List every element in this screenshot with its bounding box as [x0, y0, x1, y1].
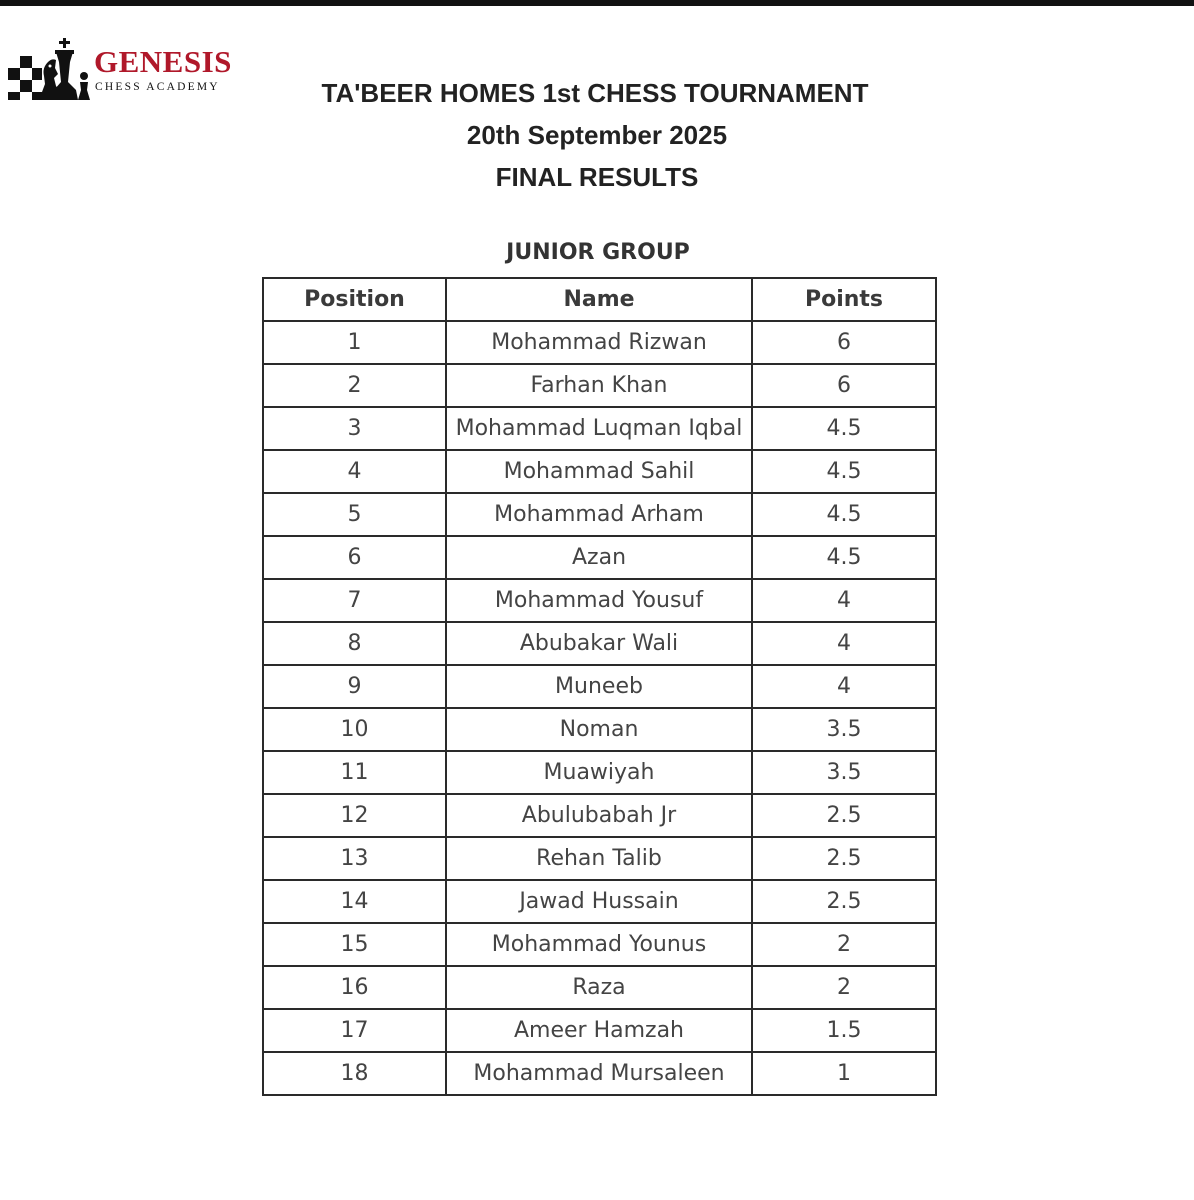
- cell-name: Mohammad Yousuf: [446, 579, 752, 622]
- column-header-name: Name: [446, 278, 752, 321]
- cell-points: 4: [752, 579, 936, 622]
- table-row: [263, 751, 936, 794]
- cell-name: Farhan Khan: [446, 364, 752, 407]
- table-row: [263, 622, 936, 665]
- cell-points: 2.5: [752, 837, 936, 880]
- table-row: [263, 493, 936, 536]
- cell-position: 4: [263, 450, 446, 493]
- tournament-date: 20th September 2025: [466, 120, 728, 150]
- cell-position: 8: [263, 622, 446, 665]
- cell-position: 17: [263, 1009, 446, 1052]
- cell-points: 6: [752, 321, 936, 364]
- cell-name: Muneeb: [446, 665, 752, 708]
- table-row: [263, 837, 936, 880]
- cell-position: 2: [263, 364, 446, 407]
- cell-points: 2.5: [752, 880, 936, 923]
- cell-points: 2: [752, 923, 936, 966]
- cell-name: Raza: [446, 966, 752, 1009]
- table-row: [263, 1009, 936, 1052]
- results-table: [262, 277, 937, 1096]
- top-border-bar: [0, 0, 1194, 6]
- cell-points: 4.5: [752, 493, 936, 536]
- cell-position: 12: [263, 794, 446, 837]
- cell-position: 11: [263, 751, 446, 794]
- cell-name: Noman: [446, 708, 752, 751]
- column-header-position: Position: [263, 278, 446, 321]
- table-row: [263, 665, 936, 708]
- table-row: [263, 321, 936, 364]
- cell-name: Abubakar Wali: [446, 622, 752, 665]
- results-heading: FINAL RESULTS: [495, 162, 699, 192]
- cell-points: 4.5: [752, 536, 936, 579]
- table-row: [263, 880, 936, 923]
- document-header: [0, 72, 1194, 198]
- table-row: [263, 966, 936, 1009]
- cell-points: 4.5: [752, 450, 936, 493]
- cell-points: 1.5: [752, 1009, 936, 1052]
- table-row: [263, 923, 936, 966]
- cell-name: Mohammad Arham: [446, 493, 752, 536]
- cell-name: Mohammad Mursaleen: [446, 1052, 752, 1095]
- cell-name: Jawad Hussain: [446, 880, 752, 923]
- cell-points: 4.5: [752, 407, 936, 450]
- cell-points: 3.5: [752, 708, 936, 751]
- cell-position: 18: [263, 1052, 446, 1095]
- logo-title: GENESIS: [94, 44, 232, 79]
- cell-position: 14: [263, 880, 446, 923]
- table-row: [263, 536, 936, 579]
- cell-name: Mohammad Younus: [446, 923, 752, 966]
- cell-points: 2: [752, 966, 936, 1009]
- table-row: [263, 794, 936, 837]
- cell-position: 15: [263, 923, 446, 966]
- cell-position: 10: [263, 708, 446, 751]
- cell-name: Rehan Talib: [446, 837, 752, 880]
- cell-points: 4: [752, 665, 936, 708]
- cell-points: 6: [752, 364, 936, 407]
- cell-points: 4: [752, 622, 936, 665]
- table-row: [263, 1052, 936, 1095]
- cell-name: Muawiyah: [446, 751, 752, 794]
- logo-subtitle: CHESS ACADEMY: [95, 81, 220, 93]
- table-row: [263, 364, 936, 407]
- cell-position: 6: [263, 536, 446, 579]
- table-row: [263, 407, 936, 450]
- cell-name: Mohammad Luqman Iqbal: [446, 407, 752, 450]
- cell-position: 1: [263, 321, 446, 364]
- tournament-title: TA'BEER HOMES 1st CHESS TOURNAMENT: [321, 78, 869, 108]
- cell-name: Mohammad Rizwan: [446, 321, 752, 364]
- cell-points: 2.5: [752, 794, 936, 837]
- cell-points: 3.5: [752, 751, 936, 794]
- table-row: [263, 450, 936, 493]
- results-table-body: [263, 321, 936, 1095]
- cell-name: Mohammad Sahil: [446, 450, 752, 493]
- table-header-row: [263, 278, 936, 321]
- cell-position: 5: [263, 493, 446, 536]
- column-header-points: Points: [752, 278, 936, 321]
- group-title: JUNIOR GROUP: [506, 240, 690, 265]
- cell-position: 16: [263, 966, 446, 1009]
- cell-name: Azan: [446, 536, 752, 579]
- cell-position: 9: [263, 665, 446, 708]
- cell-position: 7: [263, 579, 446, 622]
- cell-name: Abulubabah Jr: [446, 794, 752, 837]
- cell-points: 1: [752, 1052, 936, 1095]
- cell-name: Ameer Hamzah: [446, 1009, 752, 1052]
- cell-position: 3: [263, 407, 446, 450]
- table-row: [263, 579, 936, 622]
- cell-position: 13: [263, 837, 446, 880]
- table-row: [263, 708, 936, 751]
